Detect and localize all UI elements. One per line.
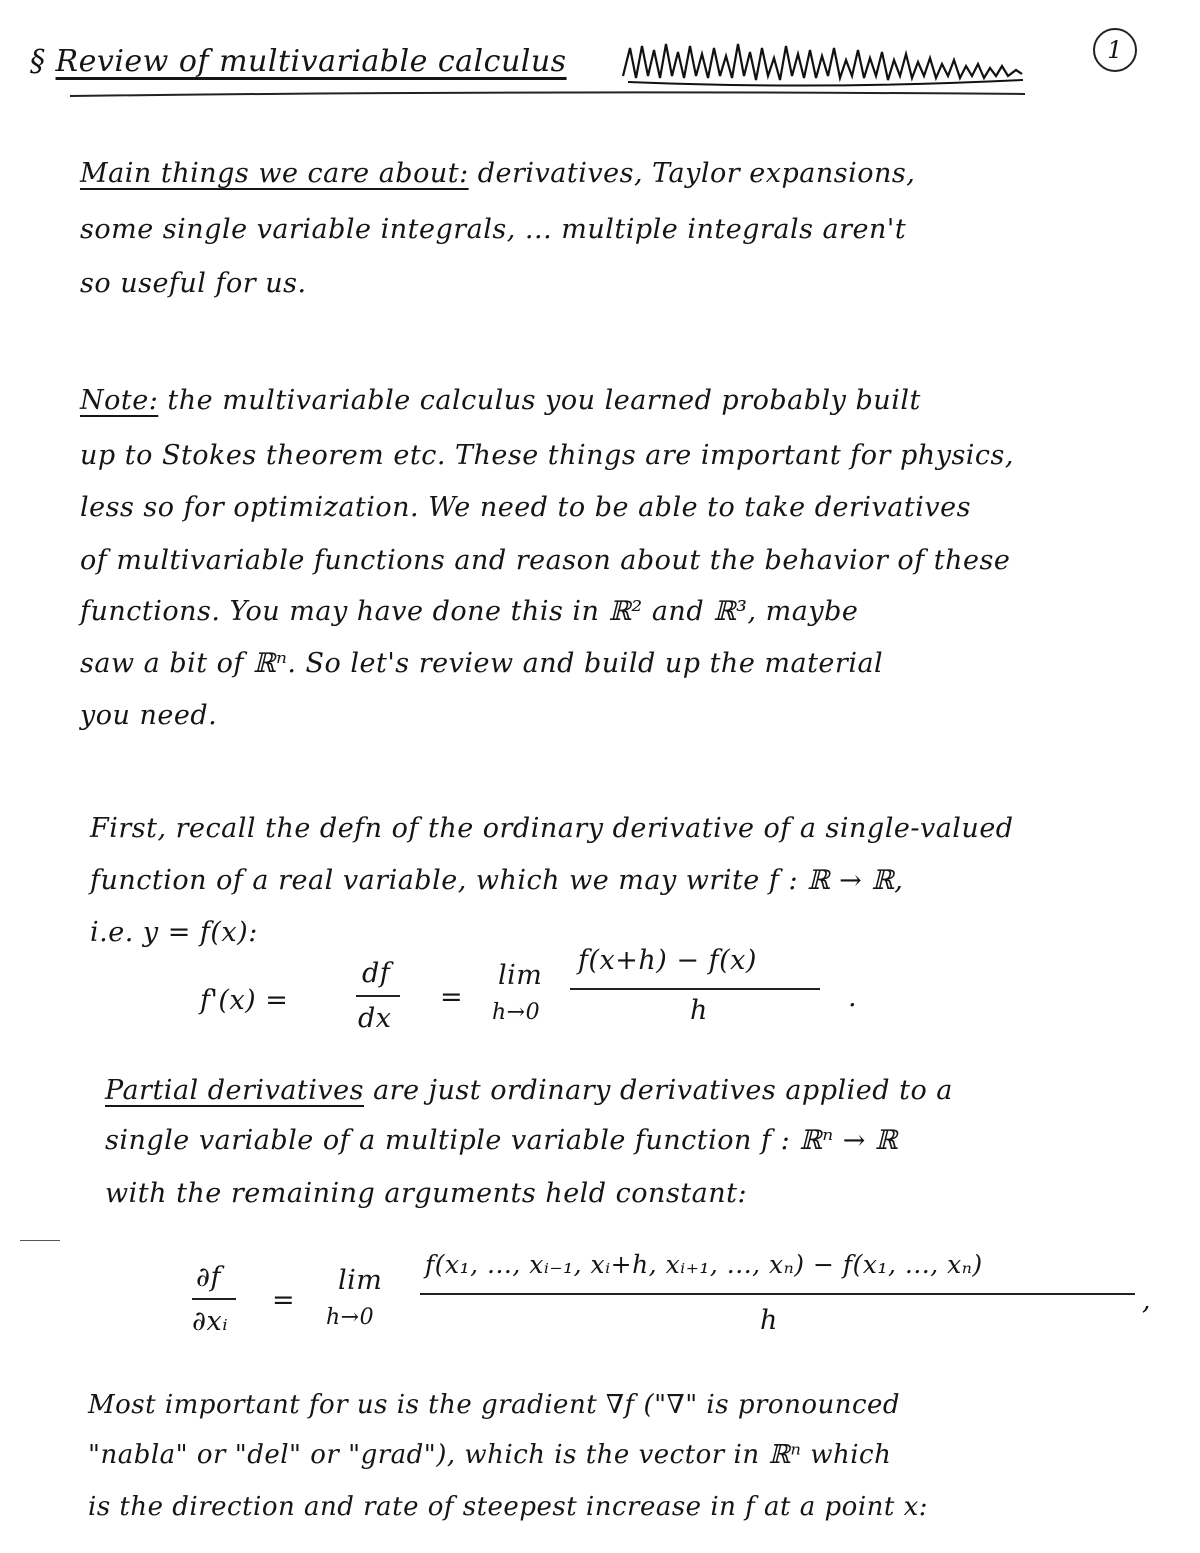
para2-line4: of multivariable functions and reason about the behavior of these <box>80 545 1011 576</box>
eq1-lim-sub: h→0 <box>492 1000 541 1025</box>
para4-line1 <box>105 1075 953 1106</box>
section-title: Review of multivariable calculus <box>55 44 567 79</box>
section-heading <box>30 44 567 79</box>
para2-line3: less so for optimization. We need to be able to take derivatives <box>80 492 971 523</box>
eq1-frac-bar <box>570 988 820 990</box>
eq2-dnum: ∂f <box>196 1262 221 1293</box>
para2-line2: up to Stokes theorem etc. These things are important for physics, <box>80 440 1014 471</box>
eq1-dden: dx <box>358 1003 392 1034</box>
para1-line3: so useful for us. <box>80 268 307 299</box>
eq2-numerator: f(x₁, ..., xᵢ₋₁, xᵢ+h, xᵢ₊₁, ..., xₙ) − f(x₁, ..., xₙ) <box>425 1250 983 1279</box>
eq2-end: , <box>1142 1285 1152 1316</box>
para4-line1-text: are just ordinary derivatives applied to a <box>364 1075 953 1106</box>
eq2-denominator: h <box>760 1305 778 1336</box>
eq1-dnum: df <box>362 958 391 989</box>
para1-line1 <box>80 158 915 189</box>
para3-line1: First, recall the defn of the ordinary derivative of a single-valued <box>90 813 1014 844</box>
eq1-denominator: h <box>690 995 708 1026</box>
para3-line3: i.e. y = f(x): <box>90 917 258 948</box>
eq1-dfrac-bar <box>356 995 400 997</box>
eq2-dden: ∂xᵢ <box>192 1306 229 1337</box>
eq1-lhs: f'(x) = <box>200 985 289 1016</box>
page-number: 1 <box>1093 28 1137 72</box>
para5-line3: is the direction and rate of steepest increase in f at a point x: <box>88 1492 929 1522</box>
para2-line6: saw a bit of ℝⁿ. So let's review and build up the material <box>80 648 884 679</box>
scribble-out-icon <box>618 36 1028 91</box>
para5-line1: Most important for us is the gradient ∇f ("∇" is pronounced <box>88 1390 901 1420</box>
para4-line3: with the remaining arguments held constant: <box>105 1178 748 1209</box>
eq1-equals: = <box>440 982 464 1013</box>
para1-line2: some single variable integrals, ... multiple integrals aren't <box>80 214 907 245</box>
para4-lead: Partial derivatives <box>105 1075 364 1106</box>
title-underline <box>70 88 1030 102</box>
para3-line2: function of a real variable, which we may write f : ℝ → ℝ, <box>90 865 904 896</box>
para2-line1 <box>80 385 921 416</box>
eq1-lim: lim <box>498 960 543 991</box>
para1-line1-text: derivatives, Taylor expansions, <box>468 158 916 189</box>
para2-line5: functions. You may have done this in ℝ² and ℝ³, maybe <box>80 596 859 627</box>
eq2-lim: lim <box>338 1265 383 1296</box>
eq1-numerator: f(x+h) − f(x) <box>578 945 757 976</box>
para2-line7: you need. <box>80 700 218 731</box>
eq2-dfrac-bar <box>192 1298 236 1300</box>
para1-lead: Main things we care about: <box>80 158 469 189</box>
margin-mark <box>20 1240 60 1241</box>
eq1-end: . <box>848 982 858 1013</box>
eq2-frac-bar <box>420 1293 1135 1295</box>
para2-lead: Note: <box>80 385 159 416</box>
eq2-equals: = <box>272 1285 296 1316</box>
eq2-lim-sub: h→0 <box>326 1305 375 1330</box>
section-mark: § <box>30 44 46 79</box>
para2-line1-text: the multivariable calculus you learned probably built <box>158 385 921 416</box>
para5-line2: "nabla" or "del" or "grad"), which is the vector in ℝⁿ which <box>88 1440 892 1470</box>
para4-line2: single variable of a multiple variable function f : ℝⁿ → ℝ <box>105 1125 898 1156</box>
